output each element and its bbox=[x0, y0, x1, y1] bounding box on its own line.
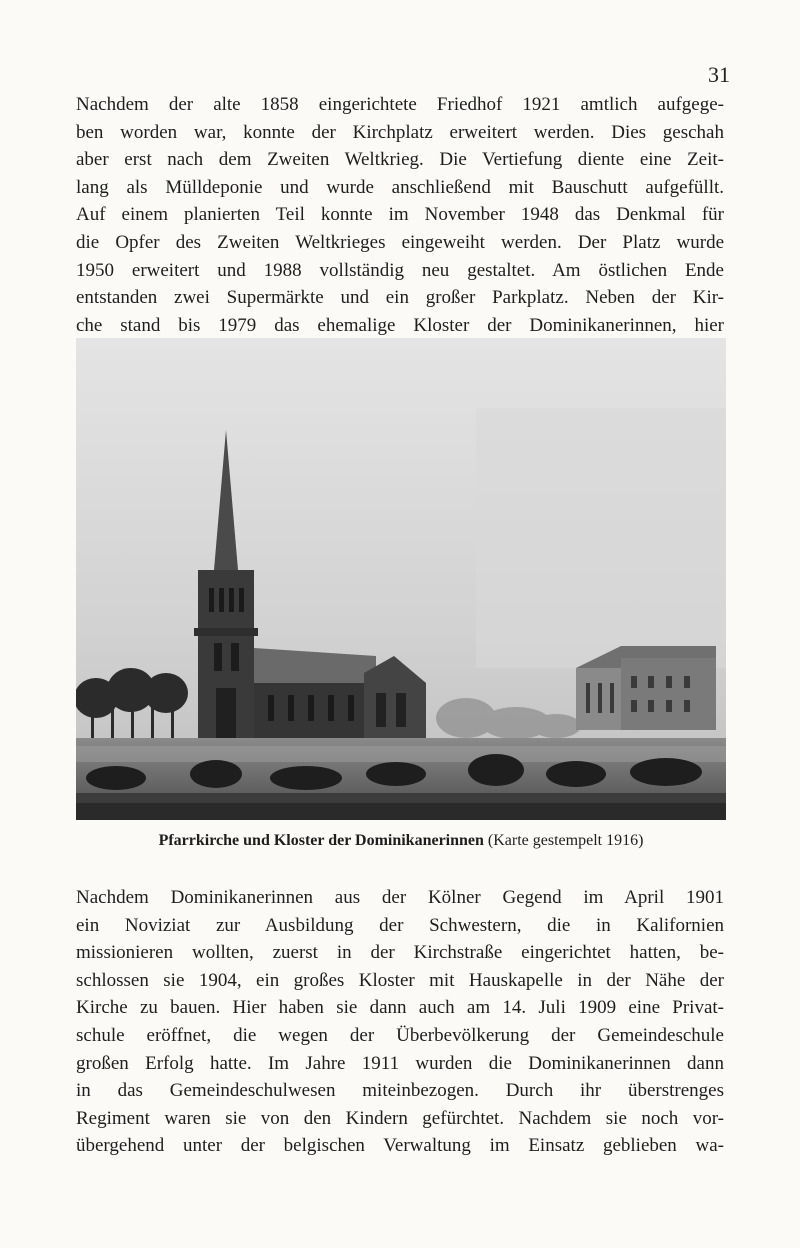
text-line: Kirche zu bauen. Hier haben sie dann auch am 14. Juli 1909 eine Privat- bbox=[76, 997, 724, 1019]
text-line: Auf einem planierten Teil konnte im November 1948 das Denkmal für bbox=[76, 204, 724, 226]
photo-caption bbox=[76, 832, 726, 850]
text-line: ben worden war, konnte der Kirchplatz erweitert werden. Dies geschah bbox=[76, 121, 724, 143]
text-line: übergehend unter der belgischen Verwaltung im Einsatz geblieben wa- bbox=[76, 1135, 724, 1157]
church-photo bbox=[76, 338, 726, 820]
text-line: Regiment waren sie von den Kindern gefürchtet. Nachdem sie noch vor- bbox=[76, 1107, 724, 1129]
text-line: lang als Mülldeponie und wurde anschließend mit Bauschutt aufgefüllt. bbox=[76, 176, 724, 198]
text-line: Nachdem der alte 1858 eingerichtete Friedhof 1921 amtlich aufgege- bbox=[76, 94, 724, 115]
caption-title: Pfarrkirche und Kloster der Dominikanerinnen bbox=[158, 832, 484, 849]
text-line: schule eröffnet, die wegen der Überbevölkerung der Gemeindeschule bbox=[76, 1024, 724, 1046]
text-line: che stand bis 1979 das ehemalige Kloster der Dominikanerinnen, hier bbox=[76, 314, 724, 336]
text-line: in das Gemeindeschulwesen miteinbezogen. Durch ihr überstrenges bbox=[76, 1080, 724, 1102]
text-line: missionieren wollten, zuerst in der Kirchstraße eingerichtet hatten, be- bbox=[76, 942, 724, 964]
text-line: aber erst nach dem Zweiten Weltkrieg. Die Vertiefung diente eine Zeit- bbox=[76, 149, 724, 171]
text-line: die Opfer des Zweiten Weltkrieges eingeweiht werden. Der Platz wurde bbox=[76, 231, 724, 253]
text-line: schlossen sie 1904, ein großes Kloster mit Hauskapelle in der Nähe der bbox=[76, 969, 724, 991]
paragraph-2 bbox=[76, 884, 724, 1160]
page-number: 31 bbox=[708, 62, 730, 87]
caption-note: (Karte gestempelt 1916) bbox=[487, 832, 644, 849]
text-line: 1950 erweitert und 1988 vollständig neu gestaltet. Am östlichen Ende bbox=[76, 259, 724, 281]
text-line: entstanden zwei Supermärkte und ein großer Parkplatz. Neben der Kir- bbox=[76, 287, 724, 309]
text-line: Nachdem Dominikanerinnen aus der Kölner Gegend im April 1901 bbox=[76, 887, 724, 908]
paragraph-1 bbox=[76, 91, 724, 367]
text-line: großen Erfolg hatte. Im Jahre 1911 wurden die Dominikanerinnen dann bbox=[76, 1052, 724, 1074]
text-line: ein Noviziat zur Ausbildung der Schwestern, die in Kalifornien bbox=[76, 914, 724, 936]
